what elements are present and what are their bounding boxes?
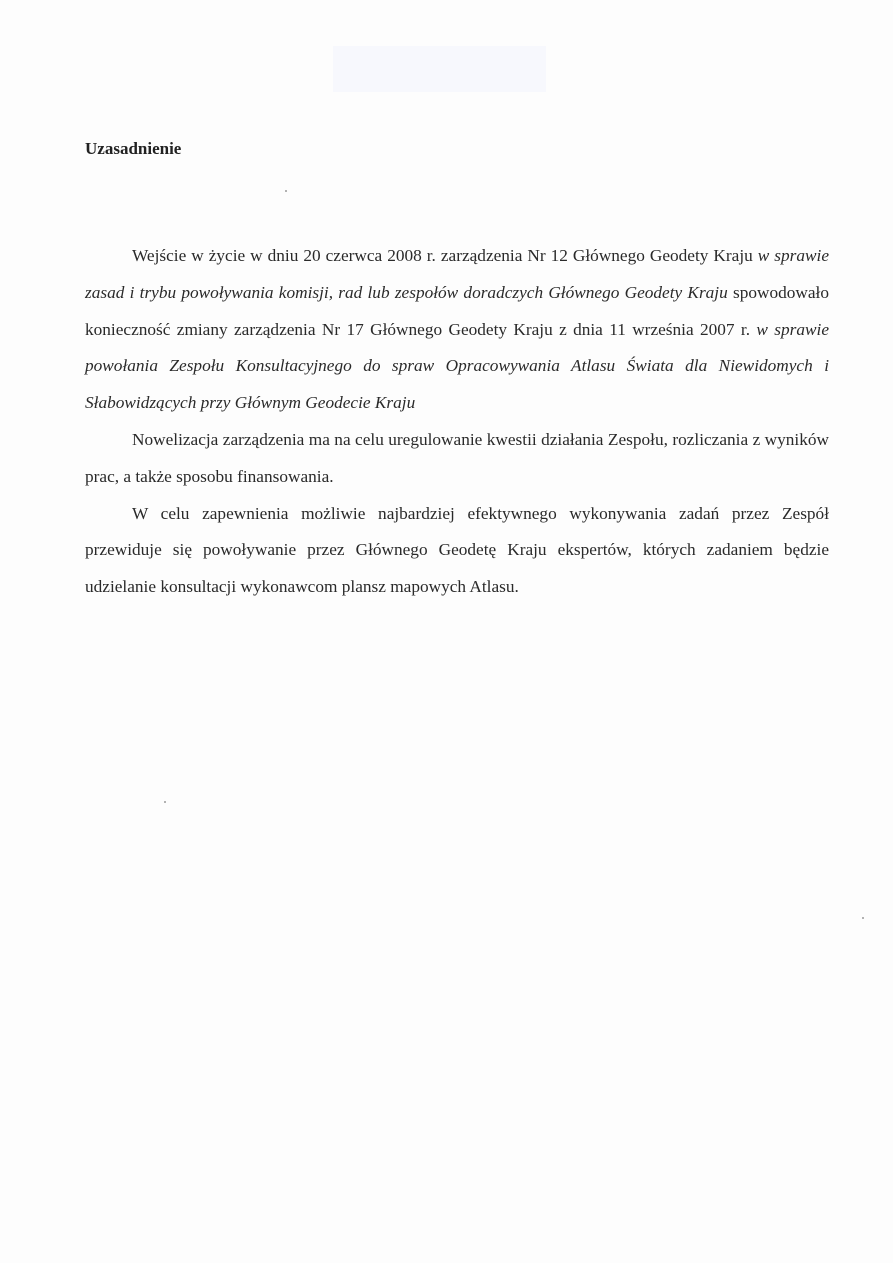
paragraph-3 xyxy=(85,496,829,606)
document-body xyxy=(85,238,829,606)
scan-speck xyxy=(862,917,864,919)
page-title: Uzasadnienie xyxy=(85,139,182,158)
paragraph-1 xyxy=(85,238,829,422)
scan-speck xyxy=(285,190,287,192)
paragraph-2 xyxy=(85,422,829,496)
text-segment: Wejście w życie w dniu 20 czerwca 2008 r. zarządzenia Nr 12 Głównego Geodety Kraju xyxy=(132,246,758,265)
text-segment: W celu zapewnienia możliwie najbardziej efektywnego wykonywania zadań przez Zespół przewiduje się powoływanie przez Głównego Geodetę Kraju ekspertów, których zadaniem będzie udzielanie konsultacji wykonawcom plansz mapowych Atlasu. xyxy=(85,503,829,597)
text-segment: Nowelizacja zarządzenia ma na celu uregulowanie kwestii działania Zespołu, rozliczania z wyników prac, a także sposobu finansowania. xyxy=(85,429,829,486)
act-title-italic: w sprawie zasad i trybu powoływania komisji, rad lub zespołów doradczych Głównego Geodety Kraju xyxy=(85,246,829,302)
scan-speck xyxy=(164,801,166,803)
scan-artifact xyxy=(333,46,546,92)
text-segment: spowodowało konieczność zmiany zarządzenia Nr 17 Głównego Geodety Kraju z dnia 11 września 2007 r. xyxy=(85,282,830,339)
act-title-italic: w sprawie powołania Zespołu Konsultacyjnego do spraw Opracowywania Atlasu Świata dla Niewidomych i Słabowidzących przy Głównym Geodecie Kraju xyxy=(85,319,829,413)
